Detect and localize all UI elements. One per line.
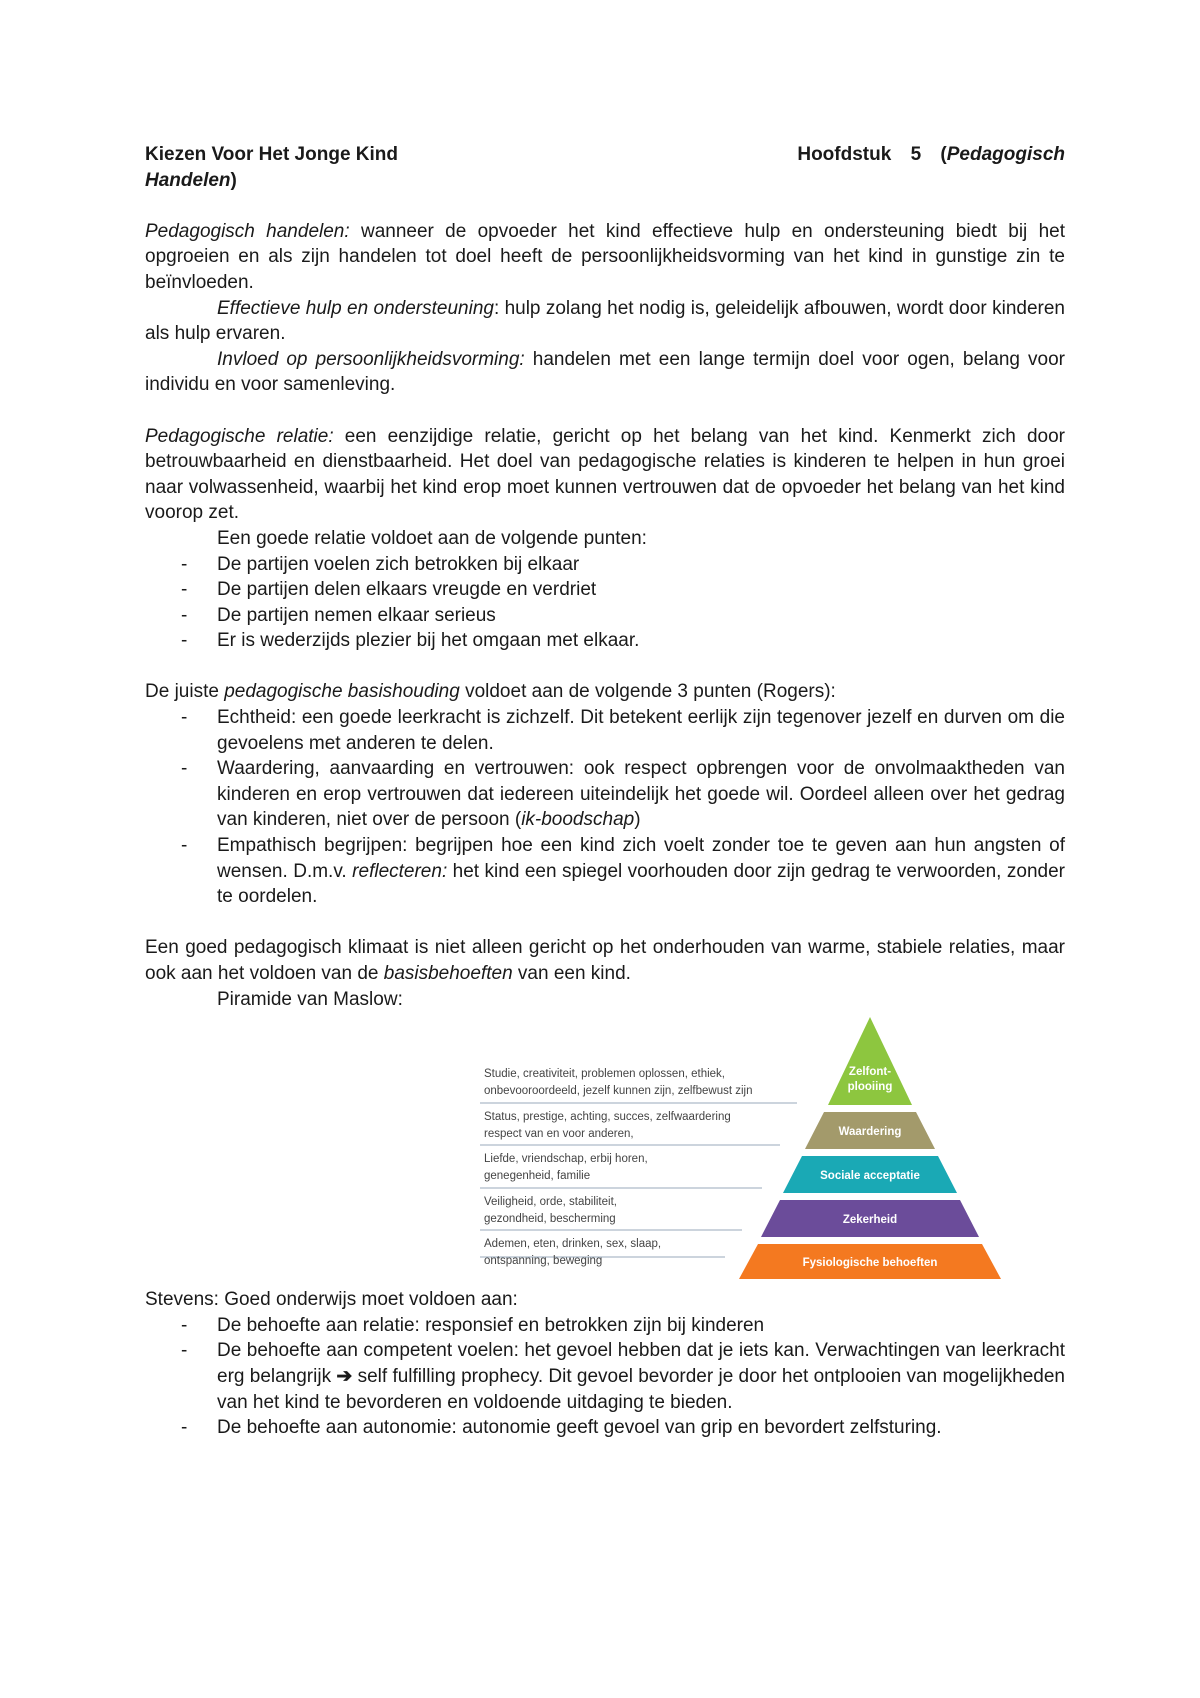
list-item: - Er is wederzijds plezier bij het omgaan met elkaar.: [181, 630, 640, 652]
list-item: - De partijen voelen zich betrokken bij elkaar: [181, 553, 580, 575]
list-item: - Echtheid: een goede leerkracht is zichzelf. Dit betekent eerlijk zijn tegenover jezelf en durven om die gevoelens met anderen te delen.: [181, 707, 1065, 754]
tier-label: plooiing: [847, 1081, 893, 1094]
paragraph-basishouding: De juiste pedagogische basishouding voldoet aan de volgende 3 punten (Rogers):: [145, 681, 836, 703]
level-desc: genegenheid, familie: [484, 1170, 591, 1183]
paragraph-effectieve-hulp: Effectieve hulp en ondersteuning: hulp zolang het nodig is, geleidelijk afbouwen, wordt door kinderen als hulp ervaren.: [145, 297, 1065, 345]
level-desc: Veiligheid, orde, stabiliteit,: [484, 1196, 617, 1209]
paragraph-invloed: Invloed op persoonlijkheidsvorming: handelen met een lange termijn doel voor ogen, belang voor individu en voor samenleving.: [145, 348, 1066, 396]
list-item: - De behoefte aan relatie: responsief en betrokken zijn bij kinderen: [181, 1314, 765, 1336]
list-item: - Waardering, aanvaarding en vertrouwen: ook respect opbrengen voor de onvolmaaktheden van kinderen en erop vertrouwen dat iedereen uiteindelijk het goede wil. Oordeel alleen over het gedrag van kinderen, niet over de persoon (ik-boodschap): [181, 758, 1065, 831]
paragraph-klimaat: Een goed pedagogisch klimaat is niet alleen gericht op het onderhouden van warme, stabiele relaties, maar ook aan het voldoen van de basisbehoeften van een kind.: [145, 937, 1065, 984]
list-item: - Empathisch begrijpen: begrijpen hoe een kind zich voelt zonder toe te geven aan hun angsten of wensen. D.m.v. reflecteren: het kind een spiegel voorhouden door zijn gedrag te verwoorden, zonder te oordelen.: [181, 835, 1065, 908]
list-item: - De partijen nemen elkaar serieus: [181, 604, 496, 626]
relatie-intro: Een goede relatie voldoet aan de volgende punten:: [217, 527, 647, 549]
header-chapter: Hoofdstuk 5 (Pedagogisch: [797, 144, 1065, 165]
level-desc: Status, prestige, achting, succes, zelfwaardering: [484, 1111, 731, 1124]
tier-label: Zelfont-: [848, 1066, 892, 1079]
tier-label: Waardering: [838, 1126, 902, 1139]
relatie-list: [145, 552, 1065, 654]
stevens-intro: Stevens: Goed onderwijs moet voldoen aan:: [145, 1289, 518, 1311]
paragraph-pedagogisch-handelen: Pedagogisch handelen: wanneer de opvoeder het kind effectieve hulp en ondersteuning biedt bij het opgroeien en als zijn handelen tot doel heeft de persoonlijkheidsvorming van het kind in gunstige zin te beïnvloeden.: [145, 220, 1066, 293]
list-item: - De behoefte aan competent voelen: het gevoel hebben dat je iets kan. Verwachtingen van leerkracht erg belangrijk ➔ self fulfilling prophecy. Dit gevoel bevorder je door het ontplooien van mogelijkheden van het kind te bevorderen en voldoende uitdaging te bieden.: [181, 1340, 1066, 1413]
level-desc: gezondheid, bescherming: [484, 1213, 616, 1226]
paragraph-pedagogische-relatie: Pedagogische relatie: een eenzijdige relatie, gericht op het belang van het kind. Kenmerkt zich door betrouwbaarheid en dienstbaarheid. Het doel van pedagogische relaties is kinderen te helpen in hun groei naar volwassenheid, waarbij het kind erop moet kunnen vertrouwen dat de opvoeder het belang van het kind voorop zet.: [145, 425, 1065, 524]
list-item: - De partijen delen elkaars vreugde en verdriet: [181, 579, 597, 601]
header-course-title: Kiezen Voor Het Jonge Kind: [145, 144, 399, 165]
stevens-list: [145, 1313, 1065, 1441]
pyramid-caption: Piramide van Maslow:: [217, 988, 403, 1010]
tier-label: Zekerheid: [842, 1214, 898, 1227]
tier-label: Fysiologische behoeften: [802, 1257, 938, 1270]
header-line: [145, 142, 1065, 168]
level-desc: Liefde, vriendschap, erbij horen,: [484, 1153, 648, 1166]
maslow-figure: [145, 1012, 1065, 1287]
arrow-icon: ➔: [336, 1365, 353, 1387]
level-desc: Studie, creativiteit, problemen oplossen, ethiek,: [484, 1068, 725, 1081]
document-page: [145, 142, 1065, 1441]
header-line-2: Handelen): [145, 169, 237, 191]
maslow-pyramid: [480, 1017, 1020, 1282]
list-item: - De behoefte aan autonomie: autonomie geeft gevoel van grip en bevordert zelfsturing.: [181, 1417, 942, 1439]
level-desc: Ademen, eten, drinken, sex, slaap,: [484, 1238, 662, 1251]
level-desc: onbevooroordeeld, jezelf kunnen zijn, zelfbewust zijn: [484, 1085, 753, 1098]
basishouding-list: [145, 705, 1065, 910]
tier-label: Sociale acceptatie: [820, 1170, 920, 1183]
level-desc: respect van en voor anderen,: [484, 1128, 634, 1141]
level-desc: ontspanning, beweging: [484, 1255, 603, 1268]
